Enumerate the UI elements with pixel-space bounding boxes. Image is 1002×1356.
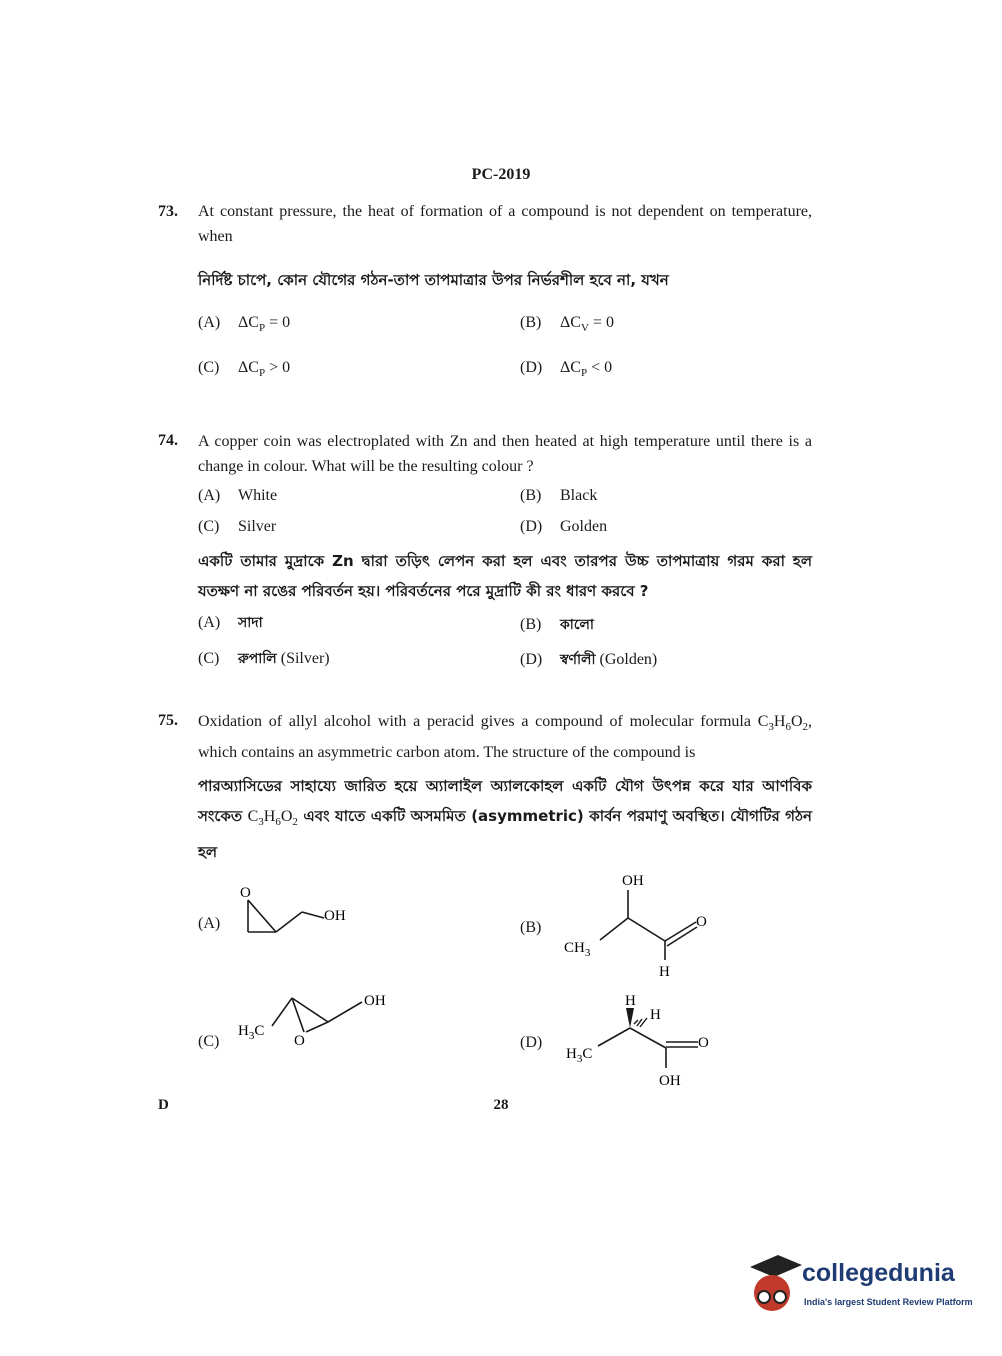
option-label: (A) [198, 487, 221, 504]
q74-bn-option-d [520, 648, 657, 672]
option-value: রুপালি [238, 651, 277, 667]
formula-o-count: 2 [292, 816, 298, 829]
atom-o: O [698, 1035, 709, 1051]
bond [302, 912, 324, 918]
hash-bond [634, 1020, 638, 1024]
q75-option-b-label: (B) [520, 919, 542, 936]
brand-tagline: India's largest Student Review Platform [804, 1297, 973, 1307]
option-label: (D) [520, 651, 543, 668]
option-value: ΔC [238, 359, 259, 376]
cap-shape [750, 1255, 802, 1277]
option-label: (C) [198, 359, 220, 376]
bond [306, 1022, 328, 1032]
question-number-73: 73. [158, 203, 178, 220]
option-sub: P [258, 367, 266, 380]
mascot-icon [744, 1253, 802, 1323]
formula-c: C [247, 808, 259, 825]
molecular-formula [757, 713, 808, 734]
q75-option-c-structure [236, 988, 406, 1050]
atom-o: O [294, 1033, 305, 1049]
q75-option-a-label: (A) [198, 915, 221, 932]
atom-oh: OH [659, 1073, 681, 1089]
bond [276, 912, 302, 932]
atom-o: O [696, 914, 707, 930]
formula-h: H [263, 808, 276, 825]
option-value: ΔC [560, 314, 581, 331]
option-value: Black [560, 487, 598, 504]
option-value: স্বর্ণালী [560, 652, 596, 668]
q74-option-a [198, 487, 277, 505]
q75-option-a-structure [240, 878, 360, 938]
question-text-75-bn [198, 771, 812, 867]
q75-option-b-structure [560, 868, 730, 980]
option-sub: P [580, 367, 588, 380]
q74-option-d [520, 518, 607, 536]
atom-h3c [238, 1023, 264, 1042]
atom-h3c [566, 1046, 592, 1065]
formula-h: H [773, 713, 786, 730]
option-label: (D) [520, 518, 543, 535]
q74-bn-option-b [520, 613, 594, 637]
atom-h: H [566, 1046, 577, 1062]
atom-ch: CH [564, 940, 585, 956]
question-number-74: 74. [158, 432, 178, 449]
question-text-73: At constant pressure, the heat of formation of a compound is not dependent on temperature, when [198, 203, 812, 245]
formula-c: C [757, 713, 769, 730]
footer-set-label: D [158, 1097, 169, 1113]
wedge-bond [626, 1008, 634, 1028]
question-text-75 [198, 709, 812, 765]
bond [328, 1002, 362, 1022]
q73-option-c [198, 359, 290, 379]
atom-ch3-count: 3 [584, 947, 591, 959]
question-text-74-bn: একটি তামার মুদ্রাকে Zn দ্বারা তড়িৎ লেপন করা হল এবং তারপর উচ্চ তাপমাত্রায় গরম করা হল যতক্ষণ না রঙের পরিবর্তন হয়। পরিবর্তনের পরে মুদ্রাটি কী রং ধারণ করবে ? [198, 552, 812, 600]
atom-h: H [650, 1007, 661, 1023]
option-sub: P [258, 322, 266, 335]
atom-oh: OH [622, 873, 644, 889]
formula-h-count: 6 [785, 721, 791, 734]
option-label: (B) [520, 487, 542, 504]
bond [292, 998, 304, 1032]
formula-h-count: 6 [275, 816, 281, 829]
bond [272, 998, 292, 1026]
text-part: এবং যাতে একটি অসমমিত (asymmetric) কার্বন পরমাণু অবস্থিত। যৌগটির গঠন হল [198, 807, 812, 862]
formula-o-count: 2 [802, 721, 808, 734]
option-rel: = 0 [265, 314, 291, 331]
q74-bn-option-c [198, 647, 330, 671]
q73-option-a [198, 314, 290, 334]
bond [292, 998, 328, 1022]
option-value: ΔC [560, 359, 581, 376]
atom-h: H [238, 1023, 249, 1039]
q74-option-c [198, 518, 276, 536]
text-part: পারঅ্যাসিডের সাহায্যে জারিত হয়ে অ্যালাইল অ্যালকোহল একটি যৌগ উৎপন্ন করে যার আণবিক সংকেত [198, 777, 812, 825]
option-value: সাদা [238, 615, 263, 631]
q75-option-d-structure [562, 990, 732, 1092]
q74-option-b [520, 487, 597, 505]
formula-o: O [280, 808, 293, 825]
formula-o: O [790, 713, 803, 730]
atom-oh: OH [324, 908, 346, 924]
atom-oh: OH [364, 993, 386, 1009]
atom-h: H [659, 964, 670, 980]
option-label: (A) [198, 614, 221, 631]
option-sub: V [580, 322, 589, 335]
option-label: (C) [198, 518, 220, 535]
formula-c-count: 3 [258, 816, 264, 829]
option-label: (B) [520, 314, 542, 331]
formula-c-count: 3 [768, 721, 774, 734]
option-label: (A) [198, 314, 221, 331]
atom-h3c-count: 3 [248, 1030, 255, 1042]
bond [628, 918, 665, 941]
text-part: , which contains an asymmetric carbon atom. The structure of the compound is [198, 713, 812, 762]
q74-bn-option-a [198, 611, 263, 635]
bond [630, 1028, 666, 1048]
option-extra: (Silver) [276, 650, 330, 667]
brand-name: collegedunia [802, 1259, 955, 1287]
q73-option-d [520, 359, 612, 379]
bond [598, 1028, 630, 1046]
bond [600, 918, 628, 940]
atom-ch3 [564, 940, 591, 959]
option-label: (D) [520, 359, 543, 376]
question-text-73-bn: নির্দিষ্ট চাপে, কোন যৌগের গঠন-তাপ তাপমাত্রার উপর নির্ভরশীল হবে না, যখন [198, 271, 669, 289]
option-label: (B) [520, 616, 542, 633]
page-title: PC-2019 [471, 166, 531, 183]
option-rel: = 0 [588, 314, 614, 331]
option-value: Silver [238, 518, 277, 535]
atom-c: C [582, 1046, 593, 1062]
page-number: 28 [493, 1097, 509, 1113]
option-value: White [238, 487, 278, 504]
q75-option-c-label: (C) [198, 1033, 220, 1050]
option-value: Golden [560, 518, 608, 535]
molecular-formula-bn [247, 808, 298, 829]
atom-h3c-count: 3 [576, 1053, 583, 1065]
atom-c: C [254, 1023, 265, 1039]
atom-o: O [240, 885, 251, 901]
question-number-75: 75. [158, 712, 178, 729]
glasses-shape [774, 1291, 786, 1303]
q73-option-b [520, 314, 614, 334]
bond [248, 900, 276, 932]
brand-logo [744, 1253, 974, 1323]
glasses-shape [758, 1291, 770, 1303]
option-value: কালো [560, 617, 594, 633]
option-label: (C) [198, 650, 220, 667]
option-extra: (Golden) [595, 651, 658, 668]
q75-option-d-label: (D) [520, 1034, 543, 1051]
question-text-74: A copper coin was electroplated with Zn and then heated at high temperature until there is a change in colour. What will be the resulting colour ? [198, 433, 812, 475]
text-part: Oxidation of allyl alcohol with a peracid gives a compound of molecular formula [198, 713, 758, 730]
option-rel: < 0 [587, 359, 613, 376]
atom-h: H [625, 993, 636, 1009]
option-rel: > 0 [265, 359, 291, 376]
option-value: ΔC [238, 314, 259, 331]
